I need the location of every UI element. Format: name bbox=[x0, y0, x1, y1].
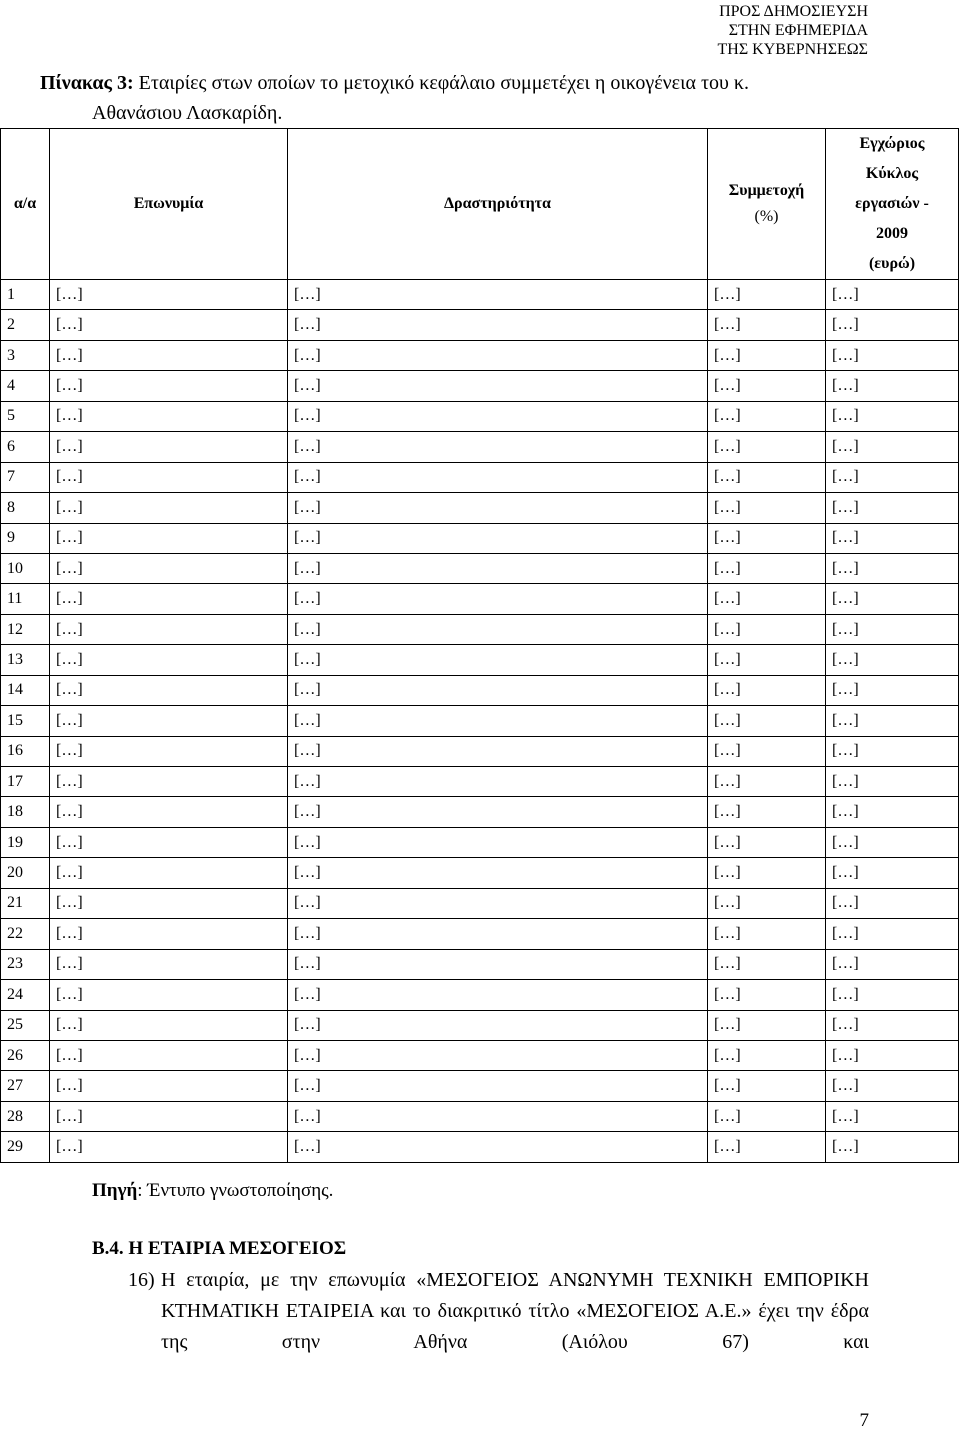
table-row bbox=[1, 401, 959, 431]
cell-activity: […] bbox=[288, 827, 708, 857]
cell-name: […] bbox=[50, 1040, 288, 1070]
cell-activity: […] bbox=[288, 858, 708, 888]
source-label: Πηγή bbox=[92, 1180, 138, 1201]
table-row bbox=[1, 797, 959, 827]
source-note bbox=[92, 1180, 333, 1202]
cell-turnover: […] bbox=[826, 340, 959, 370]
cell-name: […] bbox=[50, 888, 288, 918]
cell-aa: 21 bbox=[1, 888, 50, 918]
cell-aa: 18 bbox=[1, 797, 50, 827]
cell-activity: […] bbox=[288, 371, 708, 401]
cell-turnover: […] bbox=[826, 280, 959, 310]
cell-name: […] bbox=[50, 614, 288, 644]
cell-name: […] bbox=[50, 1132, 288, 1162]
cell-name: […] bbox=[50, 675, 288, 705]
cell-aa: 8 bbox=[1, 493, 50, 523]
cell-aa: 15 bbox=[1, 706, 50, 736]
cell-aa: 24 bbox=[1, 980, 50, 1010]
caption-text-line1: Εταιρίες στων οποίων το μετοχικό κεφάλαιο συμμετέχει η οικογένεια του κ. bbox=[133, 72, 749, 94]
stamp-line: ΣΤΗΝ ΕΦΗΜΕΡΙΔΑ bbox=[728, 22, 868, 39]
table-row bbox=[1, 1101, 959, 1131]
cell-share: […] bbox=[708, 827, 826, 857]
header-turnover bbox=[826, 129, 959, 280]
cell-share: […] bbox=[708, 645, 826, 675]
cell-activity: […] bbox=[288, 767, 708, 797]
cell-aa: 12 bbox=[1, 614, 50, 644]
cell-name: […] bbox=[50, 584, 288, 614]
cell-turnover: […] bbox=[826, 858, 959, 888]
stamp-line: ΠΡΟΣ ΔΗΜΟΣΙΕΥΣΗ bbox=[719, 3, 868, 20]
cell-activity: […] bbox=[288, 432, 708, 462]
cell-share: […] bbox=[708, 736, 826, 766]
header-turnover-line: (ευρώ) bbox=[868, 255, 916, 272]
cell-share: […] bbox=[708, 706, 826, 736]
stamp-line: ΤΗΣ ΚΥΒΕΡΝΗΣΕΩΣ bbox=[717, 41, 868, 58]
cell-name: […] bbox=[50, 462, 288, 492]
cell-activity: […] bbox=[288, 736, 708, 766]
cell-turnover: […] bbox=[826, 1132, 959, 1162]
cell-turnover: […] bbox=[826, 401, 959, 431]
table-row bbox=[1, 1071, 959, 1101]
cell-aa: 11 bbox=[1, 584, 50, 614]
cell-activity: […] bbox=[288, 340, 708, 370]
cell-name: […] bbox=[50, 310, 288, 340]
cell-activity: […] bbox=[288, 1010, 708, 1040]
cell-aa: 6 bbox=[1, 432, 50, 462]
header-turnover-line: Κύκλος bbox=[865, 165, 919, 182]
cell-turnover: […] bbox=[826, 675, 959, 705]
table-row bbox=[1, 888, 959, 918]
cell-share: […] bbox=[708, 584, 826, 614]
cell-turnover: […] bbox=[826, 614, 959, 644]
cell-aa: 25 bbox=[1, 1010, 50, 1040]
header-turnover-line: Εγχώριος bbox=[859, 135, 925, 152]
cell-name: […] bbox=[50, 401, 288, 431]
cell-name: […] bbox=[50, 980, 288, 1010]
cell-name: […] bbox=[50, 553, 288, 583]
cell-share: […] bbox=[708, 462, 826, 492]
cell-turnover: […] bbox=[826, 553, 959, 583]
cell-share: […] bbox=[708, 614, 826, 644]
table-row bbox=[1, 675, 959, 705]
cell-turnover: […] bbox=[826, 888, 959, 918]
header-share bbox=[708, 129, 826, 280]
cell-share: […] bbox=[708, 980, 826, 1010]
cell-share: […] bbox=[708, 675, 826, 705]
cell-activity: […] bbox=[288, 645, 708, 675]
section-heading: Β.4. Η ΕΤΑΙΡΙΑ ΜΕΣΟΓΕΙΟΣ bbox=[92, 1238, 347, 1259]
header-turnover-line: 2009 bbox=[876, 225, 908, 242]
table-row bbox=[1, 493, 959, 523]
cell-turnover: […] bbox=[826, 980, 959, 1010]
cell-aa: 13 bbox=[1, 645, 50, 675]
cell-activity: […] bbox=[288, 310, 708, 340]
cell-aa: 1 bbox=[1, 280, 50, 310]
cell-name: […] bbox=[50, 797, 288, 827]
table-row bbox=[1, 919, 959, 949]
cell-turnover: […] bbox=[826, 493, 959, 523]
cell-share: […] bbox=[708, 767, 826, 797]
cell-aa: 26 bbox=[1, 1040, 50, 1070]
table-row bbox=[1, 736, 959, 766]
paragraph-16 bbox=[92, 1265, 869, 1358]
table-row bbox=[1, 1132, 959, 1162]
cell-aa: 3 bbox=[1, 340, 50, 370]
table-row bbox=[1, 1010, 959, 1040]
cell-turnover: […] bbox=[826, 523, 959, 553]
table-header-row bbox=[1, 129, 959, 280]
cell-activity: […] bbox=[288, 888, 708, 918]
cell-aa: 23 bbox=[1, 949, 50, 979]
header-name: Επωνυμία bbox=[50, 129, 288, 280]
cell-aa: 7 bbox=[1, 462, 50, 492]
cell-share: […] bbox=[708, 1040, 826, 1070]
cell-activity: […] bbox=[288, 949, 708, 979]
cell-name: […] bbox=[50, 1101, 288, 1131]
cell-aa: 20 bbox=[1, 858, 50, 888]
cell-aa: 19 bbox=[1, 827, 50, 857]
caption-text-line2: Αθανάσιου Λασκαρίδη. bbox=[92, 102, 283, 124]
cell-aa: 4 bbox=[1, 371, 50, 401]
cell-aa: 9 bbox=[1, 523, 50, 553]
cell-activity: […] bbox=[288, 523, 708, 553]
cell-turnover: […] bbox=[826, 1010, 959, 1040]
cell-share: […] bbox=[708, 401, 826, 431]
cell-name: […] bbox=[50, 919, 288, 949]
header-share-line: Συμμετοχή bbox=[728, 182, 805, 199]
table-row bbox=[1, 432, 959, 462]
table-row bbox=[1, 767, 959, 797]
header-turnover-line: εργασιών - bbox=[855, 195, 929, 212]
table-row bbox=[1, 523, 959, 553]
cell-share: […] bbox=[708, 797, 826, 827]
cell-turnover: […] bbox=[826, 462, 959, 492]
cell-aa: 28 bbox=[1, 1101, 50, 1131]
cell-share: […] bbox=[708, 1010, 826, 1040]
cell-share: […] bbox=[708, 432, 826, 462]
cell-name: […] bbox=[50, 645, 288, 675]
cell-name: […] bbox=[50, 493, 288, 523]
cell-share: […] bbox=[708, 493, 826, 523]
table-row bbox=[1, 462, 959, 492]
cell-activity: […] bbox=[288, 462, 708, 492]
cell-name: […] bbox=[50, 340, 288, 370]
table-row bbox=[1, 858, 959, 888]
cell-turnover: […] bbox=[826, 736, 959, 766]
cell-aa: 5 bbox=[1, 401, 50, 431]
cell-activity: […] bbox=[288, 980, 708, 1010]
cell-activity: […] bbox=[288, 675, 708, 705]
cell-share: […] bbox=[708, 310, 826, 340]
cell-aa: 27 bbox=[1, 1071, 50, 1101]
cell-share: […] bbox=[708, 1101, 826, 1131]
publication-stamp bbox=[718, 2, 869, 59]
source-text: : Έντυπο γνωστοποίησης. bbox=[137, 1180, 334, 1201]
cell-name: […] bbox=[50, 767, 288, 797]
cell-aa: 10 bbox=[1, 553, 50, 583]
header-aa: α/α bbox=[1, 129, 50, 280]
cell-share: […] bbox=[708, 523, 826, 553]
cell-turnover: […] bbox=[826, 767, 959, 797]
cell-name: […] bbox=[50, 1071, 288, 1101]
cell-activity: […] bbox=[288, 1101, 708, 1131]
cell-name: […] bbox=[50, 1010, 288, 1040]
cell-turnover: […] bbox=[826, 371, 959, 401]
table-row bbox=[1, 1040, 959, 1070]
cell-aa: 2 bbox=[1, 310, 50, 340]
cell-activity: […] bbox=[288, 706, 708, 736]
table-row bbox=[1, 310, 959, 340]
cell-turnover: […] bbox=[826, 706, 959, 736]
cell-share: […] bbox=[708, 371, 826, 401]
cell-turnover: […] bbox=[826, 1040, 959, 1070]
cell-name: […] bbox=[50, 736, 288, 766]
cell-turnover: […] bbox=[826, 310, 959, 340]
cell-turnover: […] bbox=[826, 919, 959, 949]
cell-share: […] bbox=[708, 340, 826, 370]
cell-turnover: […] bbox=[826, 827, 959, 857]
cell-name: […] bbox=[50, 371, 288, 401]
cell-activity: […] bbox=[288, 919, 708, 949]
table-row bbox=[1, 980, 959, 1010]
paragraph-text: Η εταιρία, με την επωνυμία «ΜΕΣΟΓΕΙΟΣ ΑΝΩΝΥΜΗ ΤΕΧΝΙΚΗ ΕΜΠΟΡΙΚΗ ΚΤΗΜΑΤΙΚΗ ΕΤΑΙΡΕΙΑ και το διακριτικό τίτλο «ΜΕΣΟΓΕΙΟΣ Α.Ε.» έχει την έδρα της στην Αθήνα (Αιόλου 67) και bbox=[161, 1269, 869, 1353]
cell-name: […] bbox=[50, 827, 288, 857]
table-row bbox=[1, 371, 959, 401]
cell-turnover: […] bbox=[826, 1101, 959, 1131]
cell-aa: 29 bbox=[1, 1132, 50, 1162]
cell-turnover: […] bbox=[826, 1071, 959, 1101]
table-row bbox=[1, 614, 959, 644]
cell-activity: […] bbox=[288, 280, 708, 310]
cell-share: […] bbox=[708, 888, 826, 918]
cell-activity: […] bbox=[288, 493, 708, 523]
cell-turnover: […] bbox=[826, 432, 959, 462]
table-row bbox=[1, 706, 959, 736]
cell-share: […] bbox=[708, 553, 826, 583]
table-row bbox=[1, 340, 959, 370]
table-row bbox=[1, 280, 959, 310]
cell-activity: […] bbox=[288, 1071, 708, 1101]
table-row bbox=[1, 827, 959, 857]
header-activity: Δραστηριότητα bbox=[288, 129, 708, 280]
cell-name: […] bbox=[50, 523, 288, 553]
cell-turnover: […] bbox=[826, 797, 959, 827]
cell-share: […] bbox=[708, 858, 826, 888]
cell-share: […] bbox=[708, 280, 826, 310]
cell-name: […] bbox=[50, 706, 288, 736]
header-share-line: (%) bbox=[754, 208, 779, 225]
table-row bbox=[1, 645, 959, 675]
cell-aa: 17 bbox=[1, 767, 50, 797]
companies-table bbox=[0, 128, 959, 1163]
cell-turnover: […] bbox=[826, 584, 959, 614]
cell-aa: 22 bbox=[1, 919, 50, 949]
cell-name: […] bbox=[50, 280, 288, 310]
cell-activity: […] bbox=[288, 553, 708, 583]
page-number: 7 bbox=[859, 1410, 869, 1431]
cell-aa: 16 bbox=[1, 736, 50, 766]
cell-share: […] bbox=[708, 949, 826, 979]
cell-activity: […] bbox=[288, 401, 708, 431]
caption-label: Πίνακας 3: bbox=[40, 72, 134, 94]
cell-name: […] bbox=[50, 949, 288, 979]
table-caption bbox=[40, 68, 900, 128]
cell-name: […] bbox=[50, 858, 288, 888]
cell-activity: […] bbox=[288, 614, 708, 644]
table-row bbox=[1, 949, 959, 979]
cell-share: […] bbox=[708, 1071, 826, 1101]
cell-activity: […] bbox=[288, 1040, 708, 1070]
paragraph-marker: 16) bbox=[128, 1269, 155, 1291]
cell-turnover: […] bbox=[826, 949, 959, 979]
cell-share: […] bbox=[708, 1132, 826, 1162]
table-body bbox=[1, 280, 959, 1163]
table-row bbox=[1, 553, 959, 583]
cell-turnover: […] bbox=[826, 645, 959, 675]
cell-activity: […] bbox=[288, 797, 708, 827]
cell-activity: […] bbox=[288, 584, 708, 614]
cell-share: […] bbox=[708, 919, 826, 949]
cell-aa: 14 bbox=[1, 675, 50, 705]
cell-activity: […] bbox=[288, 1132, 708, 1162]
cell-name: […] bbox=[50, 432, 288, 462]
table-row bbox=[1, 584, 959, 614]
